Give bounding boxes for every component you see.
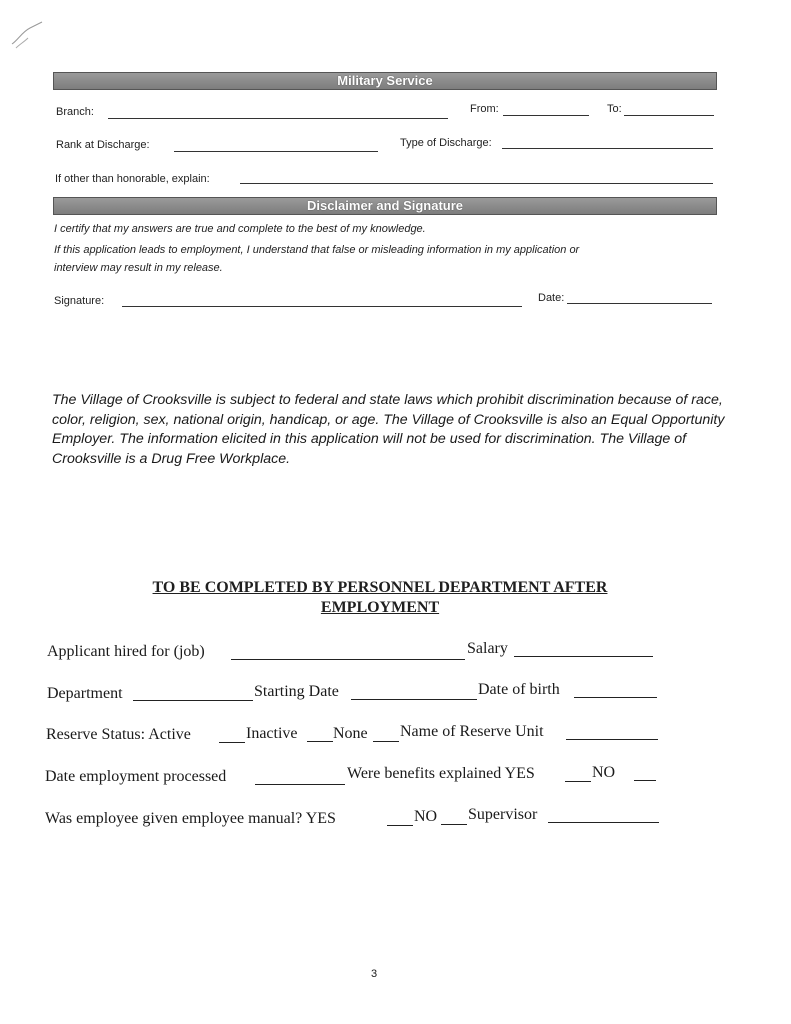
salary-field[interactable] — [514, 656, 653, 657]
reserve-unit-label: Name of Reserve Unit — [400, 723, 544, 740]
personnel-heading-line1: TO BE COMPLETED BY PERSONNEL DEPARTMENT AFTER — [152, 579, 608, 596]
reserve-unit-field[interactable] — [566, 739, 658, 740]
date-of-birth-label: Date of birth — [478, 681, 560, 698]
hired-for-label: Applicant hired for (job) — [47, 643, 205, 660]
rank-label: Rank at Discharge: — [56, 139, 150, 151]
equal-opportunity-notice: The Village of Crooksville is subject to federal and state laws which prohibit discrimination because of race, color, religion, sex, national origin, handicap, or age. The Village of Crooksville is also an Equal Opportunity Employer. The information elicited in this application will not be used for discrimination. The Village of Crooksville is a Drug Free Workplace. — [52, 392, 725, 467]
signature-label: Signature: — [54, 295, 105, 307]
benefits-yes-field[interactable] — [565, 781, 591, 782]
branch-field[interactable] — [108, 118, 448, 119]
page-number: 3 — [371, 968, 378, 980]
discharge-type-field[interactable] — [502, 148, 713, 149]
department-field[interactable] — [133, 700, 253, 701]
other-than-honorable-field[interactable] — [240, 183, 713, 184]
from-field[interactable] — [503, 115, 589, 116]
manual-no-label: NO — [414, 808, 438, 825]
disclaimer-header: Disclaimer and Signature — [53, 197, 717, 215]
to-field[interactable] — [624, 115, 714, 116]
personnel-heading — [100, 578, 660, 618]
benefits-no-field[interactable] — [634, 780, 656, 781]
reserve-status-active-label: Reserve Status: Active — [46, 726, 191, 743]
active-field[interactable] — [219, 742, 245, 743]
manual-no-field[interactable] — [441, 824, 467, 825]
none-field[interactable] — [373, 741, 399, 742]
supervisor-field[interactable] — [548, 822, 659, 823]
discharge-type-label: Type of Discharge: — [400, 137, 492, 149]
starting-date-field[interactable] — [351, 699, 477, 700]
date-processed-label: Date employment processed — [45, 768, 227, 785]
department-label: Department — [47, 685, 123, 702]
inactive-field[interactable] — [307, 741, 333, 742]
signature-field[interactable] — [122, 306, 522, 307]
manual-yes-field[interactable] — [387, 825, 413, 826]
date-label: Date: — [538, 292, 565, 304]
salary-label: Salary — [467, 640, 508, 657]
certify-text: I certify that my answers are true and complete to the best of my knowledge. — [54, 223, 426, 235]
branch-label: Branch: — [56, 106, 94, 118]
date-field[interactable] — [567, 303, 712, 304]
hired-for-field[interactable] — [231, 659, 465, 660]
benefits-yes-label: Were benefits explained YES — [347, 765, 535, 782]
date-of-birth-field[interactable] — [574, 697, 657, 698]
manual-yes-label: Was employee given employee manual? YES — [45, 810, 336, 827]
release-text-line2: interview may result in my release. — [54, 262, 223, 274]
to-label: To: — [607, 103, 622, 115]
personnel-heading-line2: EMPLOYMENT — [320, 599, 440, 616]
benefits-no-label: NO — [592, 764, 616, 781]
from-label: From: — [470, 103, 499, 115]
inactive-label: Inactive — [246, 725, 298, 742]
release-text-line1: If this application leads to employment, I understand that false or misleading information in my application or — [54, 244, 580, 256]
military-service-header: Military Service — [53, 72, 717, 90]
date-processed-field[interactable] — [255, 784, 345, 785]
other-than-honorable-label: If other than honorable, explain: — [55, 173, 210, 185]
none-label: None — [333, 725, 368, 742]
rank-field[interactable] — [174, 151, 378, 152]
scan-mark-icon — [8, 14, 52, 54]
starting-date-label: Starting Date — [254, 683, 339, 700]
supervisor-label: Supervisor — [468, 806, 538, 823]
